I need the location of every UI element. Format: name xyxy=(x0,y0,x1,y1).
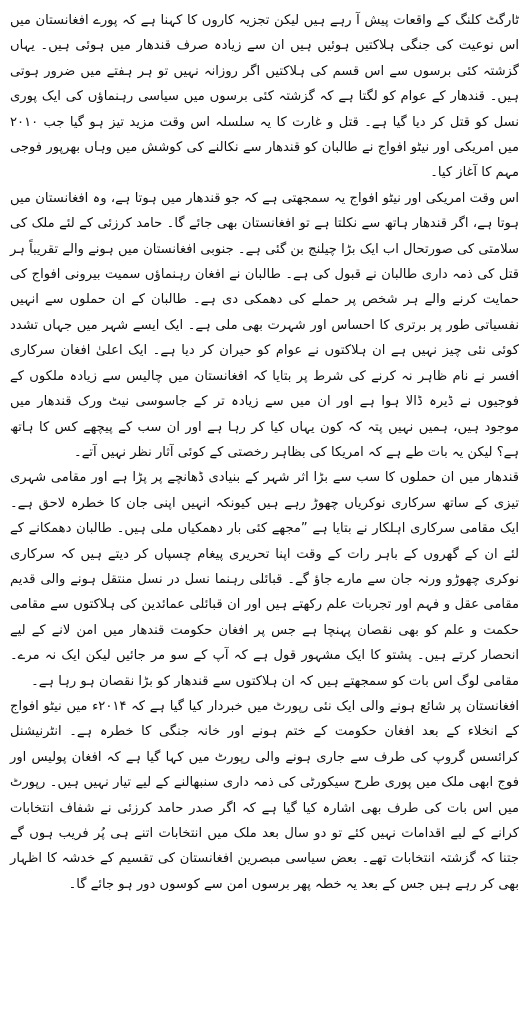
article-paragraph-2: اس وقت امریکی اور نیٹو افواج یہ سمجھتی ہے کہ جو قندھار میں ہوتا ہے، وہ افغانستان میں ہوتا ہے، اگر قندھار ہاتھ سے نکلتا ہے تو افغانستان بھی جائے گا۔ حامد کرزئی کے لئے ملک کی سلامتی کی صورتحال اب ایک بڑا چیلنج بن گئی ہے۔ جنوبی افغانستان میں ہونے والے تقریباً ہر قتل کی ذمہ داری طالبان نے قبول کی ہے۔ طالبان نے افغان رہنماؤں سمیت بیرونی افواج کی حمایت کرنے والے ہر شخص پر حملے کی دھمکی دی ہے۔ طالبان کے ان حملوں سے انہیں نفسیاتی طور پر برتری کا احساس اور شہرت بھی ملی ہے۔ ایک ایسے شہر میں جہاں تشدد کوئی نئی چیز نہیں ہے ان ہلاکتوں نے عوام کو حیران کر دیا ہے۔ ایک اعلیٰ افغان سرکاری افسر نے نام ظاہر نہ کرنے کی شرط پر بتایا کہ افغانستان میں چالیس سے زیادہ ملکوں کے فوجیوں نے ڈیرہ ڈالا ہوا ہے اور ان میں سے زیادہ تر کے جاسوسی نیٹ ورک قندھار میں موجود ہیں، ہمیں نہیں پتہ کہ کون یہاں کیا کر رہا ہے اور ان سب کے پیچھے کس کا ہاتھ ہے؟ لیکن یہ بات طے ہے کہ امریکا کی بظاہر رخصتی کے کوئی آثار نظر نہیں آتے۔ xyxy=(10,190,519,460)
article-paragraph-1: ٹارگٹ کلنگ کے واقعات پیش آ رہے ہیں لیکن تجزیہ کاروں کا کہنا ہے کہ پورے افغانستان میں اس نوعیت کی جنگی ہلاکتیں ہوئیں ہیں ان سے زیادہ صرف قندھار میں ہوئی ہیں۔ یہاں گزشتہ کئی برسوں سے اس قسم کی ہلاکتیں اگر روزانہ نہیں تو ہر ہفتے میں ضرور ہوتی ہیں۔ قندھار کے عوام کو لگتا ہے کہ گزشتہ کئی برسوں میں سیاسی رہنماؤں کی ایک پوری نسل کو قتل کر دیا گیا ہے۔ قتل و غارت کا یہ سلسلہ اس وقت مزید تیز ہو گیا جب ۲۰۱۰ میں امریکی اور نیٹو افواج نے طالبان کو قندھار سے نکالنے کی کوشش میں وہاں بھرپور فوجی مہم کا آغاز کیا۔ xyxy=(10,13,519,181)
article-paragraph-4: افغانستان پر شائع ہونے والی ایک نئی رپورٹ میں خبردار کیا گیا ہے کہ ۲۰۱۴ء میں نیٹو افواج کے انخلاء کے بعد افغان حکومت کے ختم ہونے اور خانہ جنگی کا خطرہ ہے۔ انٹرنیشنل کرائسس گروپ کی طرف سے جاری ہونے والی رپورٹ میں کہا گیا ہے کہ افغان پولیس اور فوج ابھی ملک میں پوری طرح سیکورٹی کی ذمہ داری سنبھالنے کے لیے تیار نہیں ہیں۔ رپورٹ میں اس بات کی طرف بھی اشارہ کیا گیا ہے کہ اگر صدر حامد کرزئی نے شفاف انتخابات کرانے کے لیے اقدامات نہیں کئے تو دو سال بعد ملک میں انتخابات اتنے ہی پُر فریب ہوں گے جتنا کہ گزشتہ انتخابات تھے۔ بعض سیاسی مبصرین افغانستان کی تقسیم کے خدشہ کا اظہار بھی کر رہے ہیں جس کے بعد یہ خطہ پھر برسوں امن سے کوسوں دور ہو جائے گا۔ xyxy=(10,698,519,892)
article-paragraph-3: قندھار میں ان حملوں کا سب سے بڑا اثر شہر کے بنیادی ڈھانچے پر پڑا ہے اور مقامی شہری تیزی کے ساتھ سرکاری نوکریاں چھوڑ رہے ہیں کیونکہ انہیں اپنی جان کا خطرہ لاحق ہے۔ ایک مقامی سرکاری اہلکار نے بتایا ہے ”مجھے کئی بار دھمکیاں ملی ہیں۔ طالبان دھمکانے کے لئے ان کے گھروں کے باہر رات کے وقت اپنا تحریری پیغام چسپاں کر دیتے ہیں کہ سرکاری نوکری چھوڑو ورنہ جان سے مارے جاؤ گے۔ قبائلی رہنما نسل در نسل منتقل ہونے والی قدیم مقامی عقل و فہم اور تجربات علم رکھتے ہیں اور ان قبائلی عمائدین کی ہلاکتوں سے مقامی حکمت و علم کو بھی نقصان پہنچا ہے جس پر افغان حکومت قندھار میں امن لانے کے لیے انحصار کرتے ہیں۔ پشتو کا ایک مشہور قول ہے کہ آپ کے سو مر جائیں لیکن ایک نہ مرے۔ مقامی لوگ اس بات کو سمجھتے ہیں کہ ان ہلاکتوں سے قندھار کو بڑا نقصان ہو رہا ہے۔ xyxy=(10,470,519,689)
